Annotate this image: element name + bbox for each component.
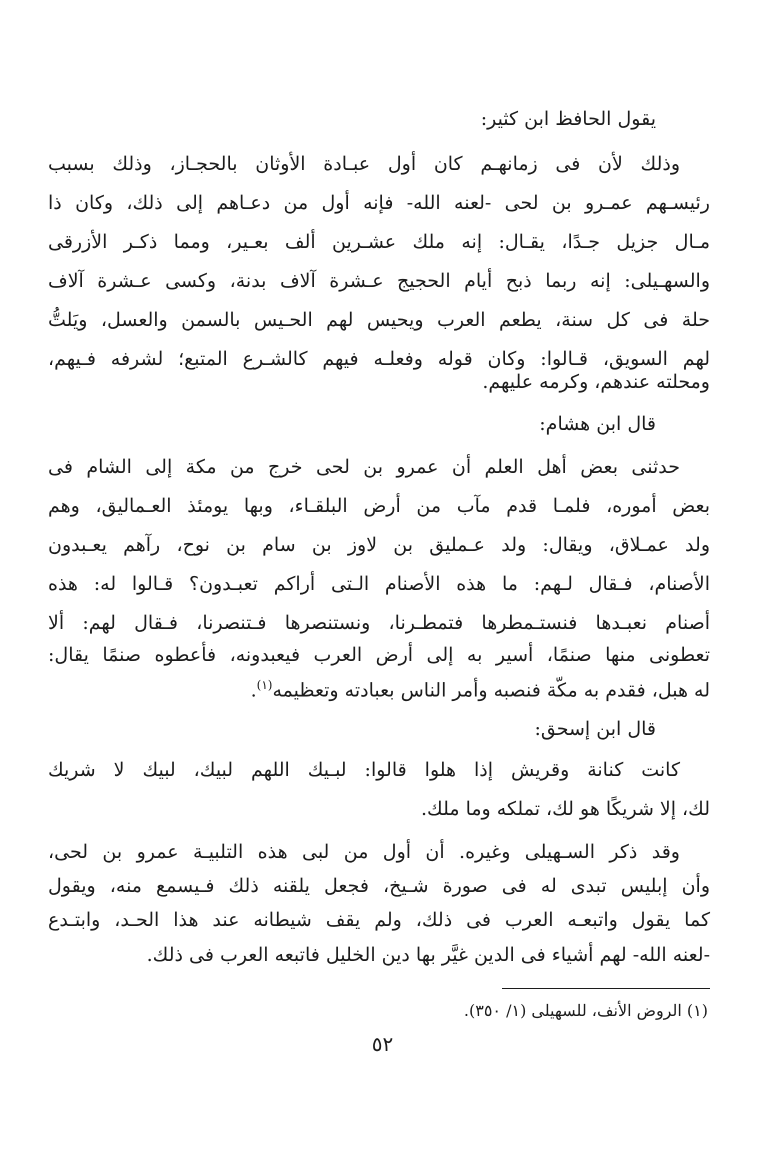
paragraph-line: لهم السويق، قـالوا: وكان قوله وفعلـه فيهم كالشـرع المتبع؛ لشرفه فـيهم، bbox=[48, 348, 710, 370]
footnote-reference: (١) bbox=[256, 678, 273, 692]
paragraph-line: ولد عمـلاق، ويقال: ولد عـمليق بن لاوز بن سام بن نوح، رآهم يعـبدون bbox=[48, 534, 710, 556]
paragraph-line: وأن إبليس تبدى له فى صورة شـيخ، فجعل يلقنه ذلك فـيسمع منه، ويقول bbox=[48, 875, 710, 897]
paragraph-line: كانت كنانة وقريش إذا هلوا قالوا: لبـيك اللهم لبيك، لبيك لا شريك bbox=[48, 759, 680, 781]
paragraph-line: أصنام نعبـدها فنستـمطرها فتمطـرنا، ونستنصرها فـتنصرنا، فـقال لهم: ألا bbox=[48, 612, 710, 634]
paragraph-line: الأصنام، فـقال لـهم: ما هذه الأصنام الـتى أراكم تعبـدون؟ قـالوا له: هذه bbox=[48, 573, 710, 595]
paragraph-line: وقد ذكر السـهيلى وغيره. أن أول من لبى هذه التلبيـة عمرو بن لحى، bbox=[48, 841, 680, 863]
paragraph-line: لك، إلا شريكًا هو لك، تملكه وما ملك. bbox=[421, 798, 710, 820]
paragraph-line: وذلك لأن فى زمانهـم كان أول عبـادة الأوثان بالحجـاز، وذلك بسبب bbox=[48, 153, 680, 175]
paragraph-line: بعض أموره، فلمـا قدم مآب من أرض البلقـاء، وبها يومئذ العـماليق، وهم bbox=[48, 495, 710, 517]
paragraph-line: له هبل، فقدم به مكّة فنصبه وأمر الناس بعبادته وتعظيمه$^{(١)}$. bbox=[250, 678, 710, 702]
paragraph-line: -لعنه الله- لهم أشياء فى الدين غيَّر بها دين الخليل فاتبعه العرب فى ذلك. bbox=[146, 944, 710, 966]
footnote: (١) الروض الأنف، للسهيلى (١/ ٣٥٠). bbox=[463, 1001, 708, 1020]
paragraph-line: تعطونى منها صنمًا، أسير به إلى أرض العرب فيعبدونه، فأعطوه صنمًا يقال: bbox=[48, 644, 710, 666]
paragraph-line: حلة فى كل سنة، يطعم العرب ويحيس لهم الحـيس بالسمن والعسل، ويَلتُّ bbox=[48, 309, 710, 331]
paragraph-line: مـال جزيل جـدًا، يقـال: إنه ملك عشـرين ألف بعـير، ومما ذكـر الأزرقى bbox=[48, 231, 710, 253]
footnote-divider bbox=[502, 988, 710, 989]
section-heading-ibn-kathir: يقول الحافظ ابن كثير: bbox=[480, 108, 656, 130]
paragraph-line: ومحلته عندهم، وكرمه عليهم. bbox=[482, 371, 710, 393]
paragraph-line: كما يقول واتبعـه العرب فى ذلك، ولم يقف شيطانه عند هذا الحـد، وابتـدع bbox=[48, 909, 710, 931]
paragraph-line: والسهـيلى: إنه ربما ذبح أيام الحجيج عـشرة آلاف بدنة، وكسى عـشرة آلاف bbox=[48, 270, 710, 292]
paragraph-line: حدثنى بعض أهل العلم أن عمرو بن لحى خرج من مكة إلى الشام فى bbox=[48, 456, 680, 478]
page-number: ٥٢ bbox=[371, 1032, 394, 1056]
paragraph-line: رئيسـهم عمـرو بن لحى -لعنه الله- فإنه أول من دعـاهم إلى ذلك، وكان ذا bbox=[48, 192, 710, 214]
paragraph-line-text: له هبل، فقدم به مكّة فنصبه وأمر الناس بعبادته وتعظيمه bbox=[272, 679, 710, 702]
section-heading-ibn-ishaq: قال ابن إسحق: bbox=[534, 718, 656, 740]
section-heading-ibn-hisham: قال ابن هشام: bbox=[539, 413, 656, 435]
